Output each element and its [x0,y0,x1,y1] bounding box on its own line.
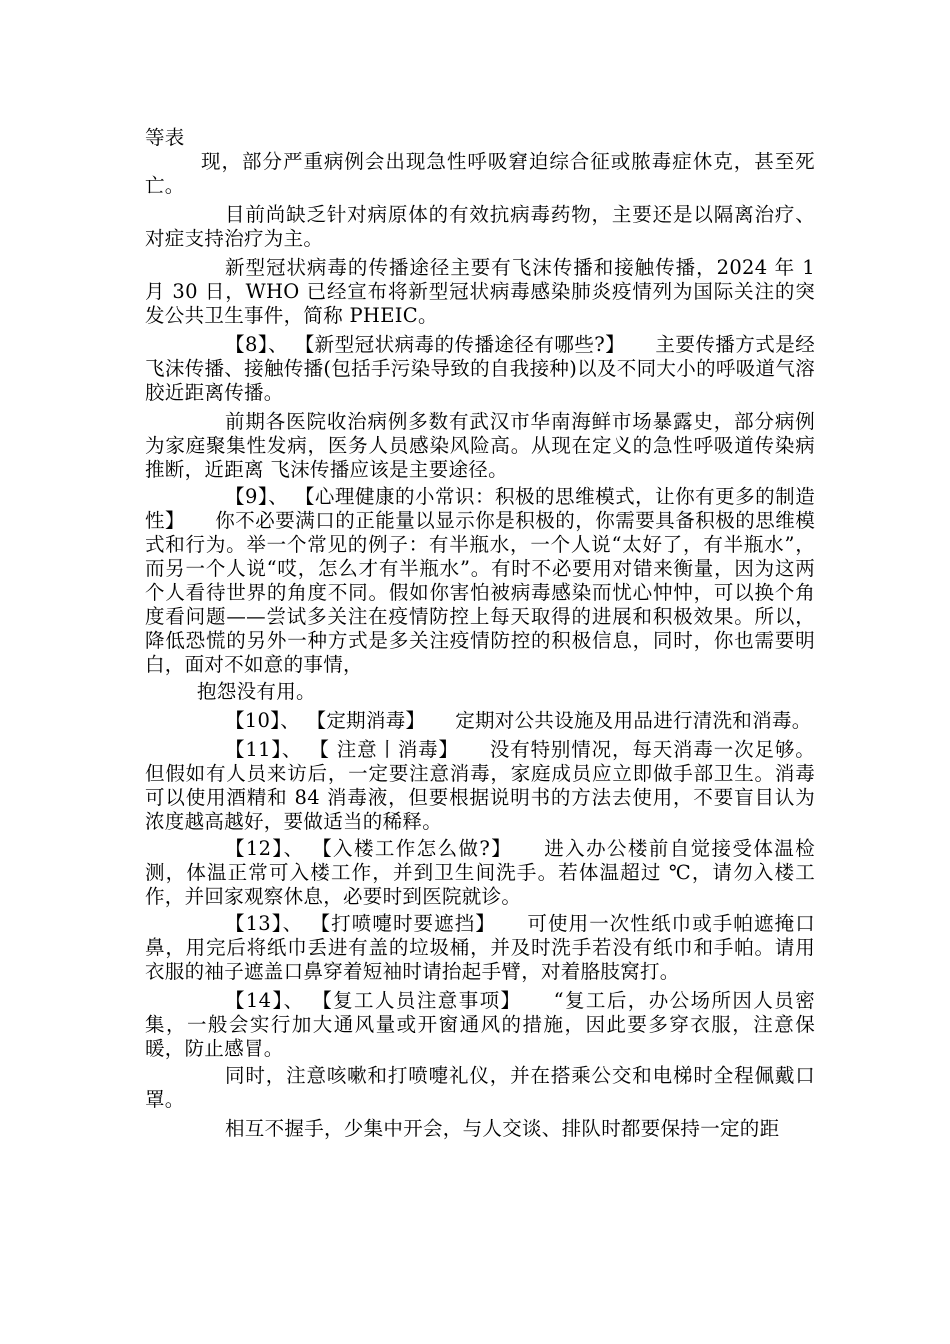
paragraph-complaint: 抱怨没有用。 [197,680,316,703]
paragraph-item-11: 【11】、 【 注意丨消毒】 没有特别情况，每天消毒一次足够。但假如有人员来访后，一定要注意消毒，家庭成员应立即做手部卫生。消毒可以使用酒精和 84 消毒液，但要根据说明书的方法去使用，不要盲目认为浓度越高越好，要做适当的稀释。 [145,738,815,833]
paragraph-item-8: 【8】、 【新型冠状病毒的传播途径有哪些?】 主要传播方式是经 飞沫传播、接触传播(包括手污染导致的自我接种)以及不同大小的呼吸道气溶胶近距离传播。 [145,333,815,404]
paragraph-treatment: 目前尚缺乏针对病原体的有效抗病毒药物，主要还是以隔离治疗、对症支持治疗为主。 [145,203,815,250]
paragraph-fragment-header: 等表 [145,126,185,149]
paragraph-transmission: 新型冠状病毒的传播途径主要有飞沫传播和接触传播，2024 年 1 月 30 日，WHO 已经宣布将新型冠状病毒感染肺炎疫情列为国际关注的突发公共卫生事件，简称 PHEIC。 [145,256,815,327]
paragraph-item-12: 【12】、 【入楼工作怎么做?】 进入办公楼前自觉接受体温检测，体温正常可入楼工作，并到卫生间洗手。若体温超过 ℃，请勿入楼工作，并回家观察休息，必要时到医院就诊。 [145,837,815,908]
document-body [145,126,815,1141]
paragraph-item-9: 【9】、 【心理健康的小常识：积极的思维模式，让你有更多的制造性】 你不必要满口的正能量以显示你是积极的，你需要具备积极的思维模式和行为。举一个常见的例子：有半瓶水，一个人说“太好了，有半瓶水”，而另一个人说“哎，怎么才有半瓶水”。有时不必要用对错来衡量，因为这两个人看待世界的角度不同。假如你害怕被病毒感染而忧心忡忡，可以换个角度看问题——尝试多关注在疫情防控上每天取得的进展和积极效果。所以，降低恐慌的另外一种方式是多关注疫情防控的积极信息，同时，你也需要明白，面对不如意的事情， [145,485,815,676]
paragraph-item-13: 【13】、 【打喷嚏时要遮挡】 可使用一次性纸巾或手帕遮掩口鼻，用完后将纸巾丢进有盖的垃圾桶，并及时洗手若没有纸巾和手帕。请用衣服的袖子遮盖口鼻穿着短袖时请抬起手臂，对着胳肢窝打。 [145,912,815,983]
paragraph-early-cases: 前期各医院收治病例多数有武汉市华南海鲜市场暴露史，部分病例为家庭聚集性发病，医务人员感染风险高。从现在定义的急性呼吸道传染病推断，近距离 飞沫传播应该是主要途径。 [145,410,815,481]
paragraph-distance: 相互不握手，少集中开会，与人交谈、排队时都要保持一定的距 [225,1117,780,1140]
paragraph-symptoms: 现，部分严重病例会出现急性呼吸窘迫综合征或脓毒症休克，甚至死亡。 [145,150,815,197]
paragraph-etiquette: 同时，注意咳嗽和打喷嚏礼仪，并在搭乘公交和电梯时全程佩戴口罩。 [145,1064,815,1111]
paragraph-item-10: 【10】、 【定期消毒】 定期对公共设施及用品进行清洗和消毒。 [225,709,812,732]
paragraph-item-14: 【14】、 【复工人员注意事项】 “复工后，办公场所因人员密集，一般会实行加大通风量或开窗通风的措施，因此要多穿衣服，注意保暖，防止感冒。 [145,989,815,1060]
